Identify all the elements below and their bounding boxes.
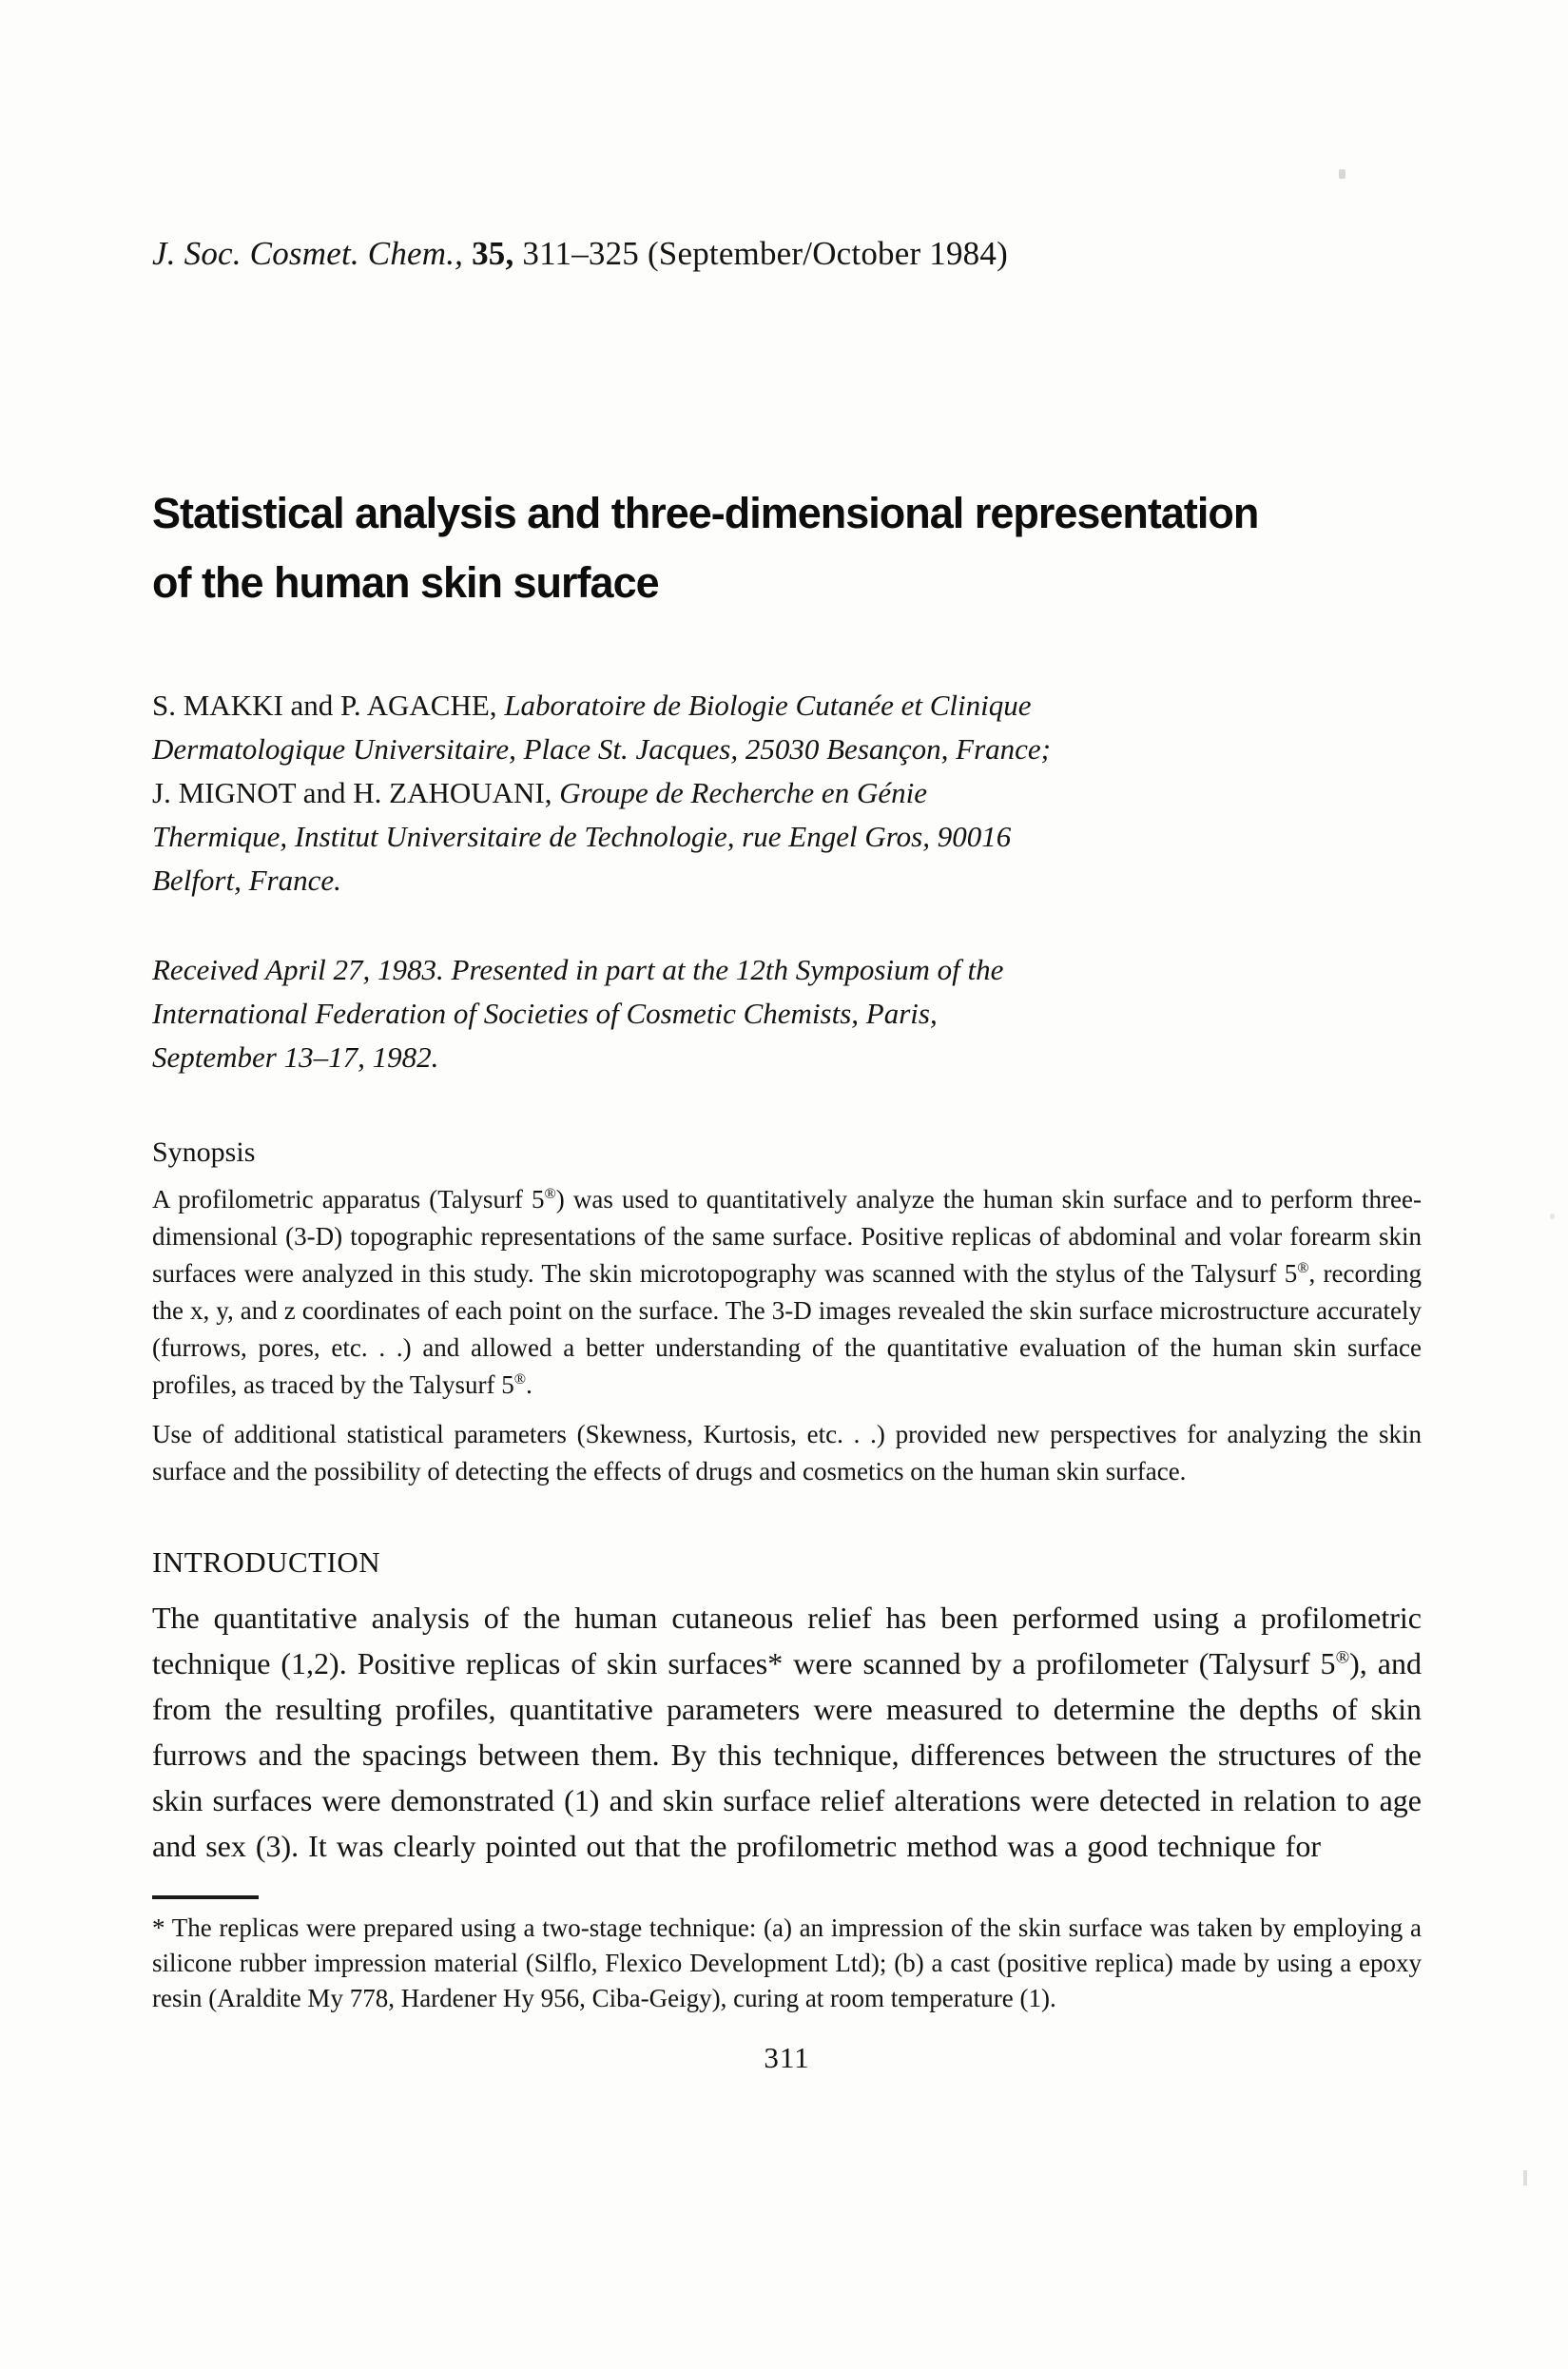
scan-artifact <box>1339 169 1345 179</box>
article-title <box>152 478 1422 617</box>
page-number: 311 <box>764 2041 810 2074</box>
article-title-line2: of the human skin surface <box>152 558 659 607</box>
introduction-paragraph: The quantitative analysis of the human cutaneous relief has been performed using a profilometric technique (1,2). Positive replicas of skin surfaces* were scanned by a profilometer (Talysurf 5®), and from the resulting profiles, quantitative parameters were measured to determine the depths of skin furrows and the spacings between them. By this technique, differences between the structures of the skin surfaces were demonstrated (1) and skin surface relief alterations were detected in relation to age and sex (3). It was clearly pointed out that the profilometric method was a good technique for <box>152 1601 1423 1863</box>
journal-citation: J. Soc. Cosmet. Chem., 35, 311–325 (September/October 1984) <box>152 235 1008 272</box>
authors-affiliations: S. MAKKI and P. AGACHE, Laboratoire de Biologie Cutanée et Clinique Dermatologique Universitaire, Place St. Jacques, 25030 Besançon, France; J. MIGNOT and H. ZAHOUANI, Groupe de Recherche en Génie Thermique, Institut Universitaire de Technologie, rue Engel Gros, 90016 Belfort, France. <box>152 689 1051 897</box>
article-title-line1: Statistical analysis and three-dimensional representation <box>152 489 1259 537</box>
synopsis-heading: Synopsis <box>152 1136 256 1168</box>
scan-artifact <box>1523 2170 1527 2185</box>
synopsis-paragraph-2: Use of additional statistical parameters (Skewness, Kurtosis, etc. . .) provided new perspectives for analyzing the skin surface and the possibility of detecting the effects of drugs and cosmetics on the human skin surface. <box>152 1420 1422 1485</box>
footnote-rule <box>152 1895 259 1899</box>
synopsis-paragraph-1: A profilometric apparatus (Talysurf 5®) was used to quantitatively analyze the human skin surface and to perform three-dimensional (3-D) topographic representations of the same surface. Positive replicas of abdominal and volar forearm skin surfaces were analyzed in this study. The skin microtopography was scanned with the stylus of the Talysurf 5®, recording the x, y, and z coordinates of each point on the surface. The 3-D images revealed the skin surface microstructure accurately (furrows, pores, etc. . .) and allowed a better understanding of the quantitative evaluation of the human skin surface profiles, as traced by the Talysurf 5®. <box>152 1185 1423 1399</box>
introduction-heading: INTRODUCTION <box>152 1545 381 1579</box>
text-column <box>152 233 1422 2075</box>
scan-artifact <box>1550 1214 1555 1219</box>
footnote: * The replicas were prepared using a two-stage technique: (a) an impression of the skin surface was taken by employing a silicone rubber impression material (Silflo, Flexico Development Ltd); (b) a cast (positive replica) made by using a epoxy resin (Araldite My 778, Hardener Hy 956, Ciba-Geigy), curing at room temperature (1). <box>152 1913 1422 2012</box>
received-note: Received April 27, 1983. Presented in part at the 12th Symposium of the International Federation of Societies of Cosmetic Chemists, Paris, September 13–17, 1982. <box>152 953 1004 1074</box>
